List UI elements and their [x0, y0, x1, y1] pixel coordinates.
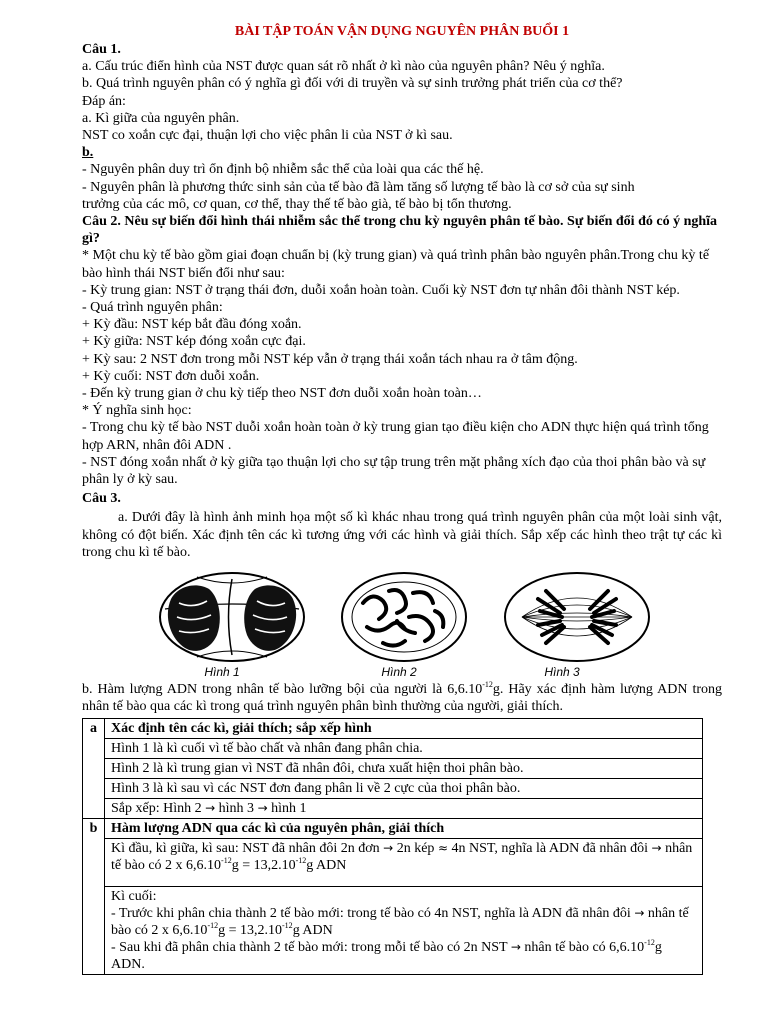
q3-pb: [82, 681, 722, 715]
q2-l4: + Kỳ sau: 2 NST đơn trong mỗi NST kép vẫn ở trạng thái xoắn tách nhau ra ở tâm động.: [82, 351, 578, 367]
arrow-icon: →: [510, 939, 521, 954]
q3-pb-exponent: -12: [482, 680, 493, 690]
table-a-header: Xác định tên các kì, giải thích; sắp xếp hình: [105, 718, 703, 738]
table-key-a: a: [83, 718, 105, 818]
sort-text-1: Sắp xếp: Hình 2: [111, 800, 202, 816]
q2-l5: + Kỳ cuối: NST đơn duỗi xoắn.: [82, 368, 260, 384]
figure-3-caption: Hình 3: [544, 665, 580, 680]
q3-pb-text-1: b. Hàm lượng ADN trong nhân tế bào lưỡng bội của người là 6,6.10: [82, 682, 483, 698]
figure-2-caption: Hình 2: [381, 665, 417, 680]
q1-ans-a2: NST co xoắn cực đại, thuận lợi cho việc phân li của NST ở kì sau.: [82, 128, 453, 144]
table-a-row-4: [105, 798, 703, 818]
q2-p4: - NST đóng xoắn nhất ở kỳ giữa tạo thuận lợi cho sự tập trung trên mặt phẳng xích đạo của thoi phân bào và sự phân ly ở kỳ sau.: [82, 454, 706, 488]
mitosis-figures: [82, 569, 722, 681]
table-b-row-1: Kì đầu, kì giữa, kì sau: NST đã nhân đôi 2n đơn → 2n kép ≈ 4n NST, nghĩa là ADN đã nhân đôi → nhân tế bào có 2 x $6,6.10^{-12}g = 13,2.10^{-12}g$ ADN: [105, 838, 703, 886]
table-a-row-3: Hình 3 là kì sau vì các NST đơn đang phân li về 2 cực của thoi phân bào.: [105, 778, 703, 798]
q2-l1: - Quá trình nguyên phân:: [82, 300, 223, 316]
q2-heading: Câu 2. Nêu sự biến đổi hình thái nhiễm sắc thể trong chu kỳ nguyên phân tế bào. Sự biến đổi đó có ý nghĩa gì?: [82, 214, 718, 247]
q2-p3: - Trong chu kỳ tế bào NST duỗi xoắn hoàn toàn ở kỳ trung gian tạo điều kiện cho ADN thực hiện quá trình tổng hợp ARN, nhân đôi ADN .: [82, 420, 709, 453]
figure-2-interphase: [339, 569, 469, 665]
figure-1-caption: Hình 1: [204, 665, 240, 680]
q1-b: b. Quá trình nguyên phân có ý nghĩa gì đối với di truyền và sự sinh trưởng phát triển của cơ thể?: [82, 76, 623, 92]
q2-l3: + Kỳ giữa: NST kép đóng xoắn cực đại.: [82, 334, 306, 350]
arrow-icon: →: [205, 800, 216, 815]
sort-text-2: hình 3: [218, 800, 255, 816]
arrow-icon: →: [651, 840, 662, 855]
arrow-icon: →: [257, 800, 268, 815]
table-key-b: b: [83, 818, 105, 974]
table-a-row-2: Hình 2 là kì trung gian vì NST đã nhân đôi, chưa xuất hiện thoi phân bào.: [105, 758, 703, 778]
q3-pb-text-2: g. Hãy xác định hàm lượng ADN trong nhân tế bào qua các kì trong quá trình nguyên phân bình thường của người, giải thích.: [82, 682, 722, 715]
q1-ans-b2b: trưởng của các mô, cơ quan, cơ thể, thay thế tế bào già, tế bào bị tổn thương.: [82, 196, 512, 212]
approx-icon: ≈: [437, 840, 448, 855]
q3-heading: Câu 3.: [82, 491, 121, 507]
answer-table: [82, 718, 703, 975]
page-title: BÀI TẬP TOÁN VẬN DỤNG NGUYÊN PHÂN BUỔI 1: [234, 24, 570, 39]
table-b-row-2: Kì cuối: - Trước khi phân chia thành 2 tế bào mới: trong tế bào có 4n NST, nghĩa là ADN đã nhân đôi → nhân tế bào có 2 x $6,6.10^{-12}g = 13,2.10^{-12}g$ ADN - Sau khi đã phân chia thành 2 tế bào mới: trong mỗi tế bào có 2n NST → nhân tế bào có $6,6.10^{-12}g$ ADN.: [105, 886, 703, 974]
q3-pa: a. Dưới đây là hình ảnh minh họa một số kì khác nhau trong quá trình nguyên phân của một loài sinh vật, không có đột biến. Xác định tên các kì tương ứng với các hình và giải thích. Sắp xếp các hình theo trật tự các kì trong chu kì tế bào.: [82, 510, 722, 560]
arrow-icon: →: [634, 905, 645, 920]
q1-answer-label: Đáp án:: [82, 93, 126, 109]
figure-3-anaphase: [502, 569, 652, 665]
q1-ans-a1: a. Kì giữa của nguyên phân.: [82, 110, 240, 126]
document-page: [82, 22, 722, 975]
q2-l6: - Đến kỳ trung gian ở chu kỳ tiếp theo NST đơn duỗi xoắn hoàn toàn…: [82, 386, 482, 402]
arrow-icon: →: [383, 840, 394, 855]
table-a-row-1: Hình 1 là kì cuối vì tế bào chất và nhân đang phân chia.: [105, 738, 703, 758]
table-b-header: Hàm lượng ADN qua các kì của nguyên phân, giải thích: [105, 818, 703, 838]
q2-p2: - Kỳ trung gian: NST ở trạng thái đơn, duỗi xoắn hoàn toàn. Cuối kỳ NST đơn tự nhân đôi thành NST kép.: [82, 282, 680, 298]
q1-a: a. Cấu trúc điển hình của NST được quan sát rõ nhất ở kì nào của nguyên phân? Nêu ý nghĩa.: [82, 59, 605, 75]
q2-l2: + Kỳ đầu: NST kép bắt đầu đóng xoắn.: [82, 317, 302, 333]
q2-l7: * Ý nghĩa sinh học:: [82, 403, 192, 419]
q1-ans-b-label: b.: [82, 145, 94, 161]
q2-p1: * Một chu kỳ tế bào gồm giai đoạn chuẩn bị (kỳ trung gian) và quá trình phân bào nguyên phân.Trong chu kỳ tế bào hình thái NST biến đổi như sau:: [82, 248, 710, 281]
sort-text-3: hình 1: [271, 800, 307, 816]
q1-ans-b2a: - Nguyên phân là phương thức sinh sản của tế bào đã làm tăng số lượng tế bào là cơ sở của sự sinh: [82, 179, 635, 195]
figure-1-telophase: [157, 569, 307, 665]
q1-heading: Câu 1.: [82, 42, 121, 57]
q1-ans-b1: - Nguyên phân duy trì ổn định bộ nhiễm sắc thể của loài qua các thế hệ.: [82, 162, 484, 178]
